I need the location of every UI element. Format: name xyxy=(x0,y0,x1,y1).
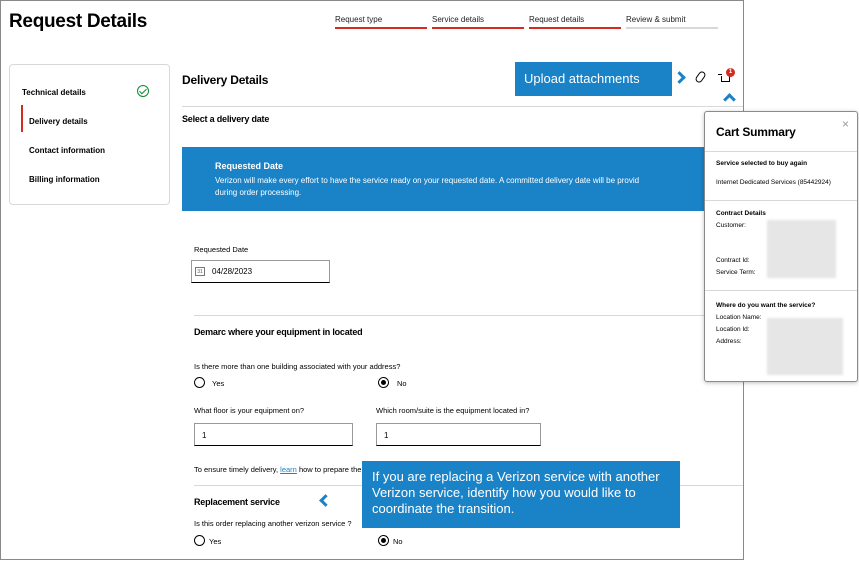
timely-suffix: how to prepare the xyxy=(298,465,362,474)
select-date-title: Select a delivery date xyxy=(182,114,270,124)
banner-title: Requested Date xyxy=(215,161,284,171)
banner-text-line1: Verizon will make every effort to have the service ready on your requested date. A committed delivery date will be provid xyxy=(215,176,640,185)
replacement-yes-radio[interactable] xyxy=(194,535,205,546)
sidebar-item-billing-information[interactable]: Billing information xyxy=(29,175,100,184)
location-head: Where do you want the service? xyxy=(716,302,816,309)
calendar-icon[interactable]: 31 xyxy=(195,267,205,276)
floor-question: What floor is your equipment on? xyxy=(194,406,305,415)
divider xyxy=(182,106,744,107)
building-yes-label: Yes xyxy=(212,379,225,388)
replacement-question: Is this order replacing another verizon service ? xyxy=(194,519,352,528)
banner-text-line2: during order processing. xyxy=(215,188,302,197)
divider xyxy=(194,315,744,316)
page-title: Request Details xyxy=(9,11,148,32)
customer-label: Customer: xyxy=(716,222,746,229)
learn-link[interactable]: learn xyxy=(280,465,297,474)
step-request-type[interactable]: Request type xyxy=(335,15,427,29)
building-question: Is there more than one building associated with your address? xyxy=(194,362,401,371)
replacement-no-label: No xyxy=(393,537,403,546)
redacted-location-info xyxy=(767,318,843,375)
contract-head: Contract Details xyxy=(716,210,766,217)
active-indicator xyxy=(21,105,23,132)
redacted-contract-info xyxy=(767,220,836,278)
building-no-radio[interactable] xyxy=(378,377,389,388)
step-review-submit[interactable]: Review & submit xyxy=(626,15,718,29)
address-label: Address: xyxy=(716,338,742,345)
room-input[interactable]: 1 xyxy=(376,423,541,446)
service-value: Internet Dedicated Services (85442924) xyxy=(716,179,831,186)
location-name-label: Location Name: xyxy=(716,314,762,321)
replacement-callout: If you are replacing a Verizon service with another Verizon service, identify how you would like to coordinate the transition. xyxy=(362,461,680,528)
service-head: Service selected to buy again xyxy=(716,160,808,167)
building-no-label: No xyxy=(397,379,407,388)
timely-prefix: To ensure timely delivery, xyxy=(194,465,279,474)
banner-text xyxy=(215,175,735,199)
close-icon[interactable]: × xyxy=(842,117,850,131)
building-yes-radio[interactable] xyxy=(194,377,205,388)
contract-id-label: Contract Id: xyxy=(716,257,750,264)
cart-badge: 1 xyxy=(726,68,735,77)
divider xyxy=(705,200,857,201)
room-question: Which room/suite is the equipment located in? xyxy=(376,406,530,415)
replacement-title: Replacement service xyxy=(194,497,280,507)
upload-attachments-callout: Upload attachments xyxy=(515,62,672,96)
check-circle-icon xyxy=(137,85,149,97)
service-term-label: Service Term: xyxy=(716,269,756,276)
requested-date-value: 04/28/2023 xyxy=(212,267,253,276)
cart-summary-panel xyxy=(704,111,858,382)
sidebar-item-contact-information[interactable]: Contact information xyxy=(29,146,105,155)
step-request-details[interactable]: Request details xyxy=(529,15,621,29)
section-title: Delivery Details xyxy=(182,73,269,87)
location-id-label: Location Id: xyxy=(716,326,750,333)
sidebar-item-delivery-details[interactable]: Delivery details xyxy=(29,117,88,126)
replacement-yes-label: Yes xyxy=(209,537,222,546)
cart-title: Cart Summary xyxy=(716,125,796,139)
sidebar-nav xyxy=(9,64,170,205)
step-service-details[interactable]: Service details xyxy=(432,15,524,29)
progress-steps xyxy=(335,15,723,29)
demarc-title: Demarc where your equipment in located xyxy=(194,327,363,337)
requested-date-banner xyxy=(182,147,744,211)
divider xyxy=(705,151,857,152)
requested-date-label: Requested Date xyxy=(194,245,249,254)
sidebar-item-technical-details[interactable]: Technical details xyxy=(22,88,86,97)
floor-input[interactable]: 1 xyxy=(194,423,353,446)
timely-delivery-text xyxy=(194,465,361,474)
replacement-no-radio[interactable] xyxy=(378,535,389,546)
requested-date-input[interactable] xyxy=(191,260,330,283)
divider xyxy=(705,290,857,291)
